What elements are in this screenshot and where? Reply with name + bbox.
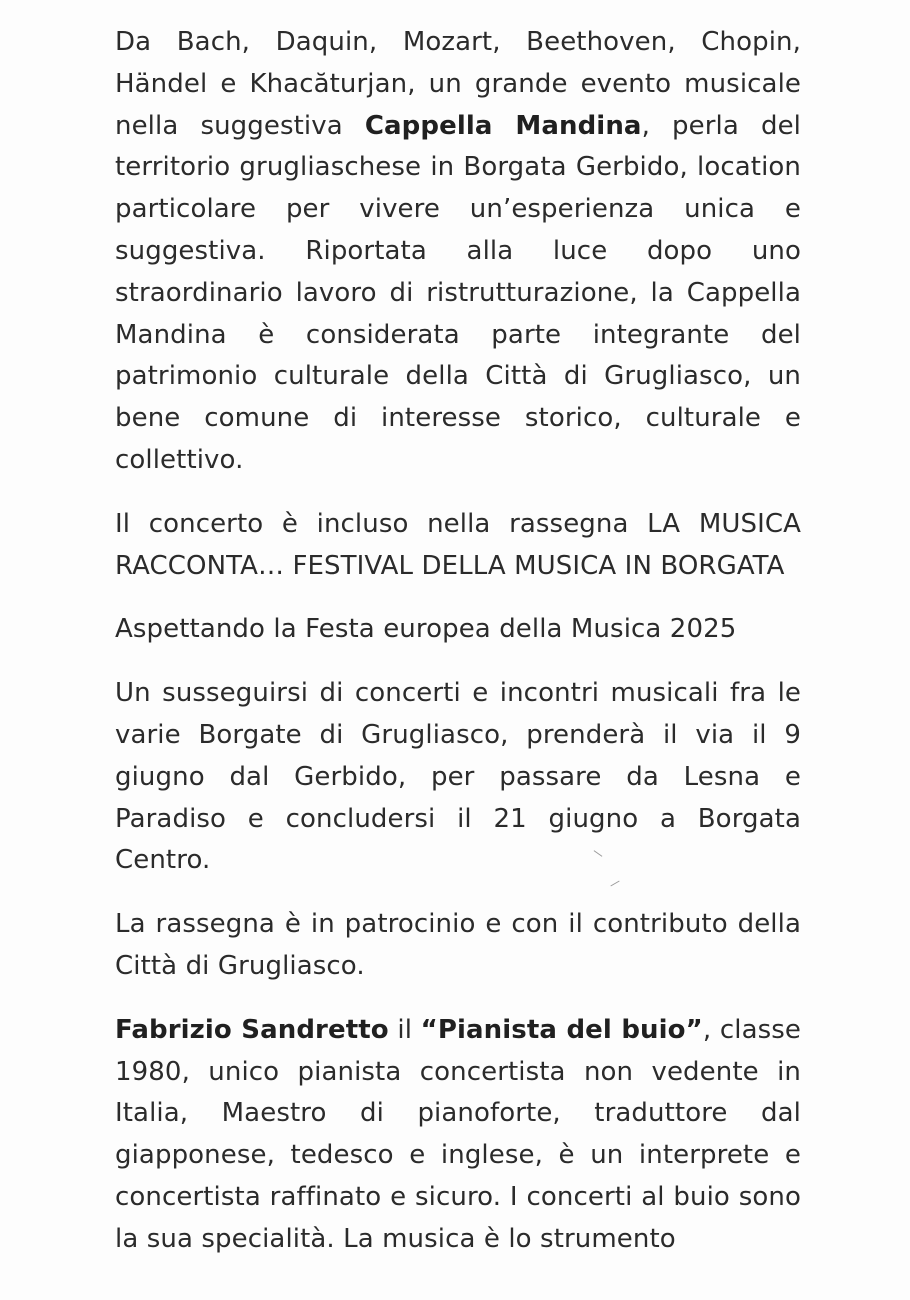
intro-text-start: Da Bach, Daquin, Mozart, Beethoven, Chopin, Händel e Khacăturjan, un grande evento musicale nella suggestiva [115,27,801,141]
paragraph-patrocinio: La rassegna è in patrocinio e con il contributo della Città di Grugliasco. [115,909,801,981]
pianist-description: , classe 1980, unico pianista concertista non vedente in Italia, Maestro di pianoforte, traduttore dal giapponese, tedesco e inglese, è un interprete e concertista raffinato e sicuro. I concerti al buio sono la sua specialità. La musica è lo strumento [115,1014,801,1254]
pianist-name-bold: Fabrizio Sandretto [115,1014,389,1045]
document-body [115,22,801,1283]
intro-text-end: , perla del territorio grugliaschese in Borgata Gerbido, location particolare per vivere un’esperienza unica e suggestiva. Riportata alla luce dopo uno straordinario lavoro di ristrutturazione, la Cappella Mandina è considerata parte integrante del patrimonio culturale della Città di Grugliasco, un bene comune di interesse storico, culturale e collettivo. [115,110,801,475]
paragraph-rassegna: Il concerto è incluso nella rassegna LA MUSICA RACCONTA… FESTIVAL DELLA MUSICA IN BORGATA [115,508,801,581]
paragraph-cappella-intro [115,22,801,482]
paragraph-pianista [115,1010,801,1261]
paragraph-festa-europea: Aspettando la Festa europea della Musica 2025 [115,614,737,645]
paragraph-concerti-borgate: Un susseguirsi di concerti e incontri musicali fra le varie Borgate di Grugliasco, prenderà il via il 9 giugno dal Gerbido, per passare da Lesna e Paradiso e concludersi il 21 giugno a Borgata Centro. [115,678,801,876]
pianist-connector: il [388,1014,421,1045]
pianist-nickname-bold: “Pianista del buio” [420,1014,703,1045]
cappella-mandina-bold: Cappella Mandina [364,110,642,141]
